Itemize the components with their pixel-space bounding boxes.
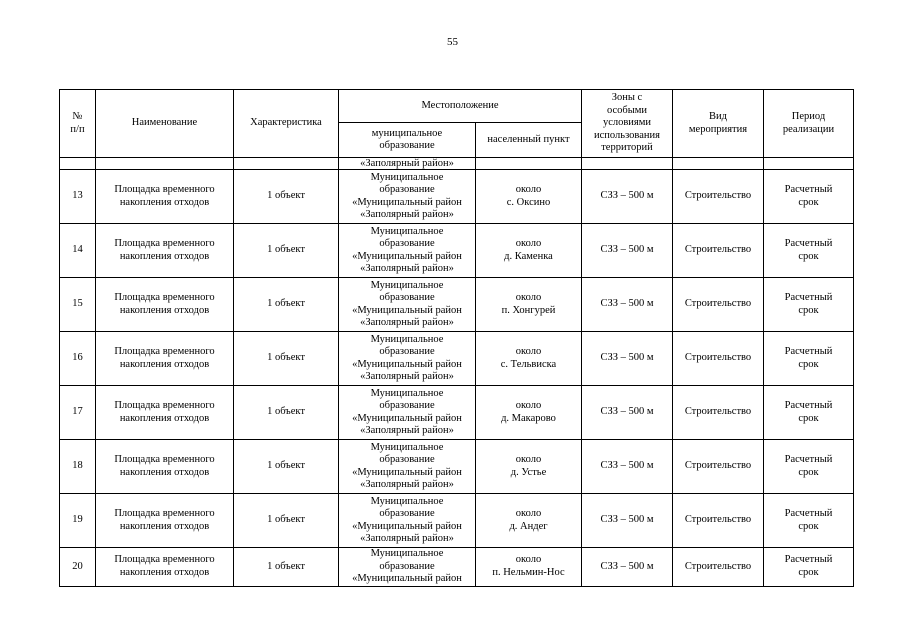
row-characteristic: 1 объект [234,494,339,548]
row-municipality: Муниципальное образование «Муниципальный район «Заполярный район» [339,278,476,332]
row-period: Расчетный срок [764,224,854,278]
row-num: 20 [60,548,96,587]
row-zone: СЗЗ – 500 м [582,386,673,440]
header-name: Наименование [96,90,234,158]
activities-table [59,89,854,587]
header-num: № п/п [60,90,96,158]
table-row [60,548,854,587]
row-settlement: около д. Каменка [476,224,582,278]
row-characteristic: 1 объект [234,170,339,224]
row-settlement: около п. Хонгурей [476,278,582,332]
header-settlement: населенный пункт [476,123,582,158]
row-period: Расчетный срок [764,170,854,224]
row-activity: Строительство [673,386,764,440]
table-row [60,332,854,386]
row-name: Площадка временного накопления отходов [96,548,234,587]
row-name: Площадка временного накопления отходов [96,494,234,548]
row-period: Расчетный срок [764,548,854,587]
row-zone: СЗЗ – 500 м [582,548,673,587]
row-municipality: Муниципальное образование «Муниципальный район «Заполярный район» [339,494,476,548]
row-activity: Строительство [673,440,764,494]
row-zone: СЗЗ – 500 м [582,494,673,548]
page-number: 55 [447,36,458,48]
row-zone: СЗЗ – 500 м [582,440,673,494]
row-municipality: Муниципальное образование «Муниципальный район «Заполярный район» [339,332,476,386]
row-activity: Строительство [673,332,764,386]
row-settlement: около д. Андег [476,494,582,548]
row-period: Расчетный срок [764,440,854,494]
table-row [60,494,854,548]
row-municipality: Муниципальное образование «Муниципальный район [339,548,476,587]
header-zones: Зоны с особыми условиями использования территорий [582,90,673,158]
row-num: 19 [60,494,96,548]
row-num: 16 [60,332,96,386]
row-period: Расчетный срок [764,278,854,332]
table-row [60,440,854,494]
row-characteristic: 1 объект [234,548,339,587]
table-row [60,386,854,440]
row-municipality: Муниципальное образование «Муниципальный район «Заполярный район» [339,386,476,440]
row-num: 13 [60,170,96,224]
row-zone: СЗЗ – 500 м [582,332,673,386]
row-zone: СЗЗ – 500 м [582,278,673,332]
row-characteristic: 1 объект [234,224,339,278]
row-activity: Строительство [673,224,764,278]
row-zone: СЗЗ – 500 м [582,170,673,224]
row-activity: Строительство [673,494,764,548]
row-name: Площадка временного накопления отходов [96,278,234,332]
header-period: Период реализации [764,90,854,158]
row-municipality: Муниципальное образование «Муниципальный район «Заполярный район» [339,440,476,494]
row-activity: Строительство [673,278,764,332]
table-row [60,278,854,332]
row-name: Площадка временного накопления отходов [96,440,234,494]
row-settlement: около д. Устье [476,440,582,494]
row-num: 18 [60,440,96,494]
row-settlement: около с. Тельвиска [476,332,582,386]
row-num: 17 [60,386,96,440]
row-characteristic: 1 объект [234,386,339,440]
row-settlement: около с. Оксино [476,170,582,224]
header-municipality: муниципальное образование [339,123,476,158]
table-row [60,170,854,224]
row-name: Площадка временного накопления отходов [96,224,234,278]
row-period: Расчетный срок [764,332,854,386]
header-characteristic: Характеристика [234,90,339,158]
row-characteristic: 1 объект [234,332,339,386]
row-num: 14 [60,224,96,278]
row-characteristic: 1 объект [234,278,339,332]
continuation-row [60,158,854,170]
row-characteristic: 1 объект [234,440,339,494]
row-activity: Строительство [673,548,764,587]
row-municipality: Муниципальное образование «Муниципальный район «Заполярный район» [339,224,476,278]
row-num: 15 [60,278,96,332]
row-name: Площадка временного накопления отходов [96,170,234,224]
row-settlement: около п. Нельмин-Нос [476,548,582,587]
header-activity: Вид мероприятия [673,90,764,158]
row-activity: Строительство [673,170,764,224]
row-zone: СЗЗ – 500 м [582,224,673,278]
row-municipality: Муниципальное образование «Муниципальный район «Заполярный район» [339,170,476,224]
row-name: Площадка временного накопления отходов [96,332,234,386]
row-settlement: около д. Макарово [476,386,582,440]
table-row [60,224,854,278]
row-period: Расчетный срок [764,494,854,548]
row-period: Расчетный срок [764,386,854,440]
row-name: Площадка временного накопления отходов [96,386,234,440]
header-location: Местоположение [339,90,582,123]
continuation-text: «Заполярный район» [339,158,476,170]
